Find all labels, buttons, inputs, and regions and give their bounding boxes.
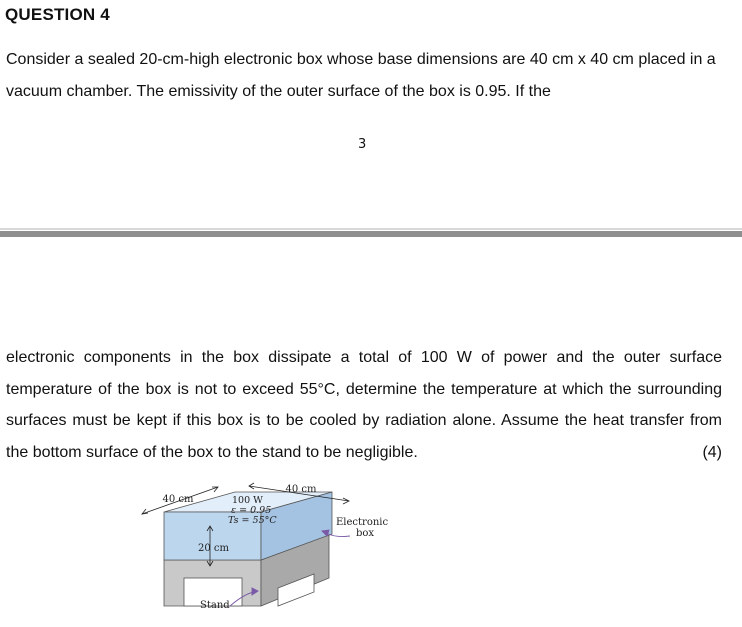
height-label: 20 cm — [198, 543, 229, 554]
page-divider — [0, 231, 742, 237]
question-text-part1: Consider a sealed 20-cm-high electronic box whose base dimensions are 40 cm x 40 cm placed in a vacuum chamber. The emissivity of the outer surface of the box is 0.95. If the — [6, 51, 716, 100]
stand-label: Stand — [200, 600, 230, 611]
electronic-box-label-line2: box — [356, 528, 375, 539]
temperature-label: Ts = 55°C — [228, 515, 277, 526]
depth-label: 40 cm — [285, 484, 317, 495]
power-label: 100 W — [232, 495, 263, 506]
question-text-body: electronic components in the box dissipate a total of 100 W of power and the outer surface temperature of the box is not to exceed 55°C, determine the temperature at which the surrounding surfaces must be kept if this box is to be cooled by radiation alone. Assume the heat transfer from the bottom surface of the box to the stand to be negligible. — [6, 349, 722, 461]
question-text-part2 — [6, 342, 722, 468]
question-heading: QUESTION 4 — [5, 5, 110, 24]
electronic-box-label: Electronic — [336, 517, 389, 528]
width-label: 40 cm — [162, 494, 194, 505]
page-divider-light — [0, 228, 742, 230]
page-number: 3 — [358, 137, 367, 152]
emissivity-label: ε = 0.95 — [231, 505, 272, 516]
electronic-box-figure — [136, 478, 436, 623]
question-marks: (4) — [702, 443, 722, 461]
